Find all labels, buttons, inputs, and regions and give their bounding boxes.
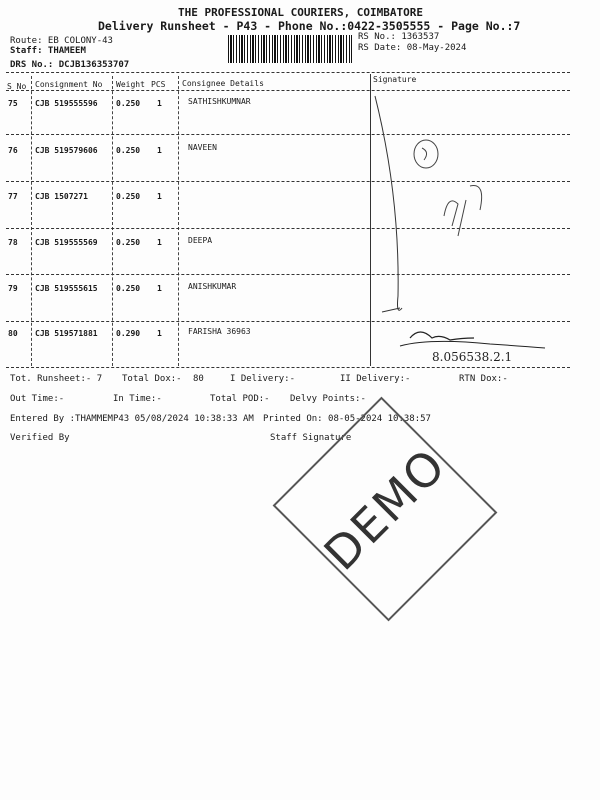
staff-label: Staff: THAMEEM xyxy=(10,46,86,56)
runsheet-subtitle: Delivery Runsheet - P43 - Phone No.:0422-3505555 - Page No.:7 xyxy=(98,19,521,33)
header-sno: S No xyxy=(7,82,27,91)
rs-date: RS Date: 08-May-2024 xyxy=(358,43,467,53)
col-line xyxy=(178,76,179,366)
header-weight: Weight xyxy=(116,80,145,89)
barcode-icon xyxy=(228,35,352,63)
row-79-sno: 79 xyxy=(8,284,18,293)
row-80-pcs: 1 xyxy=(157,329,162,338)
row-76-sno: 76 xyxy=(8,146,18,155)
row-75-pcs: 1 xyxy=(157,99,162,108)
ii-delivery: II Delivery:- xyxy=(340,374,411,384)
row-80-consignment: CJB 519571881 xyxy=(35,329,98,338)
row-77-weight: 0.250 xyxy=(116,192,141,201)
company-title: THE PROFESSIONAL COURIERS, COIMBATORE xyxy=(178,6,424,19)
row-80-weight: 0.290 xyxy=(116,329,141,338)
printed-on: Printed On: 08-05-2024 10:38:57 xyxy=(263,414,431,424)
row-76-consignment: CJB 519579606 xyxy=(35,146,98,155)
total-dox-value: 80 xyxy=(193,374,204,384)
total-dox-label: Total Dox:- xyxy=(122,374,182,384)
header-consignee: Consignee Details xyxy=(182,79,264,88)
row-78-sno: 78 xyxy=(8,238,18,247)
header-signature: Signature xyxy=(373,75,417,84)
i-delivery: I Delivery:- xyxy=(230,374,296,384)
row-78-pcs: 1 xyxy=(157,238,162,247)
out-time: Out Time:- xyxy=(10,394,65,404)
rtn-dox: RTN Dox:- xyxy=(459,374,508,384)
verified-by: Verified By xyxy=(10,433,70,443)
rs-number: RS No.: 1363537 xyxy=(358,32,440,42)
row-78-consignment: CJB 519555569 xyxy=(35,238,98,247)
row-75-sno: 75 xyxy=(8,99,18,108)
row-76-pcs: 1 xyxy=(157,146,162,155)
row-76-weight: 0.250 xyxy=(116,146,141,155)
row-75-consignment: CJB 519555596 xyxy=(35,99,98,108)
in-time: In Time:- xyxy=(113,394,162,404)
row-80-consignee: FARISHA 36963 xyxy=(188,327,251,336)
total-pod: Total POD:- xyxy=(210,394,270,404)
row-79-consignment: CJB 519555615 xyxy=(35,284,98,293)
demo-stamp xyxy=(273,397,498,622)
row-78-weight: 0.250 xyxy=(116,238,141,247)
row-77-consignment: CJB 1507271 xyxy=(35,192,88,201)
tot-runsheet: Tot. Runsheet:- 7 xyxy=(10,374,103,384)
drs-number: DRS No.: DCJB136353707 xyxy=(10,60,130,70)
col-line xyxy=(31,76,32,366)
entered-by: Entered By :THAMMEMP43 05/08/2024 10:38:33 AM xyxy=(10,414,254,424)
delvy-points: Delvy Points:- xyxy=(290,394,366,404)
row-79-consignee: ANISHKUMAR xyxy=(188,282,237,291)
row-78-consignee: DEEPA xyxy=(188,236,213,245)
header-consignment: Consignment No xyxy=(35,80,103,89)
row-75-weight: 0.250 xyxy=(116,99,141,108)
row-75-consignee: SATHISHKUMNAR xyxy=(188,97,251,106)
header-pcs: PCS xyxy=(151,80,166,89)
staff-signature: Staff Signature xyxy=(270,433,352,443)
row-79-weight: 0.250 xyxy=(116,284,141,293)
demo-stamp-text: DEMO xyxy=(313,437,457,581)
row-80-sno: 80 xyxy=(8,329,18,338)
col-line xyxy=(112,76,113,366)
row-77-pcs: 1 xyxy=(157,192,162,201)
handwritten-phone: 8.056538.2.1 xyxy=(432,350,513,364)
row-77-sno: 77 xyxy=(8,192,18,201)
route-label: Route: EB COLONY-43 xyxy=(10,36,113,46)
table-top-line xyxy=(6,72,570,73)
row-79-pcs: 1 xyxy=(157,284,162,293)
handwritten-marks xyxy=(370,76,570,376)
row-76-consignee: NAVEEN xyxy=(188,143,217,152)
